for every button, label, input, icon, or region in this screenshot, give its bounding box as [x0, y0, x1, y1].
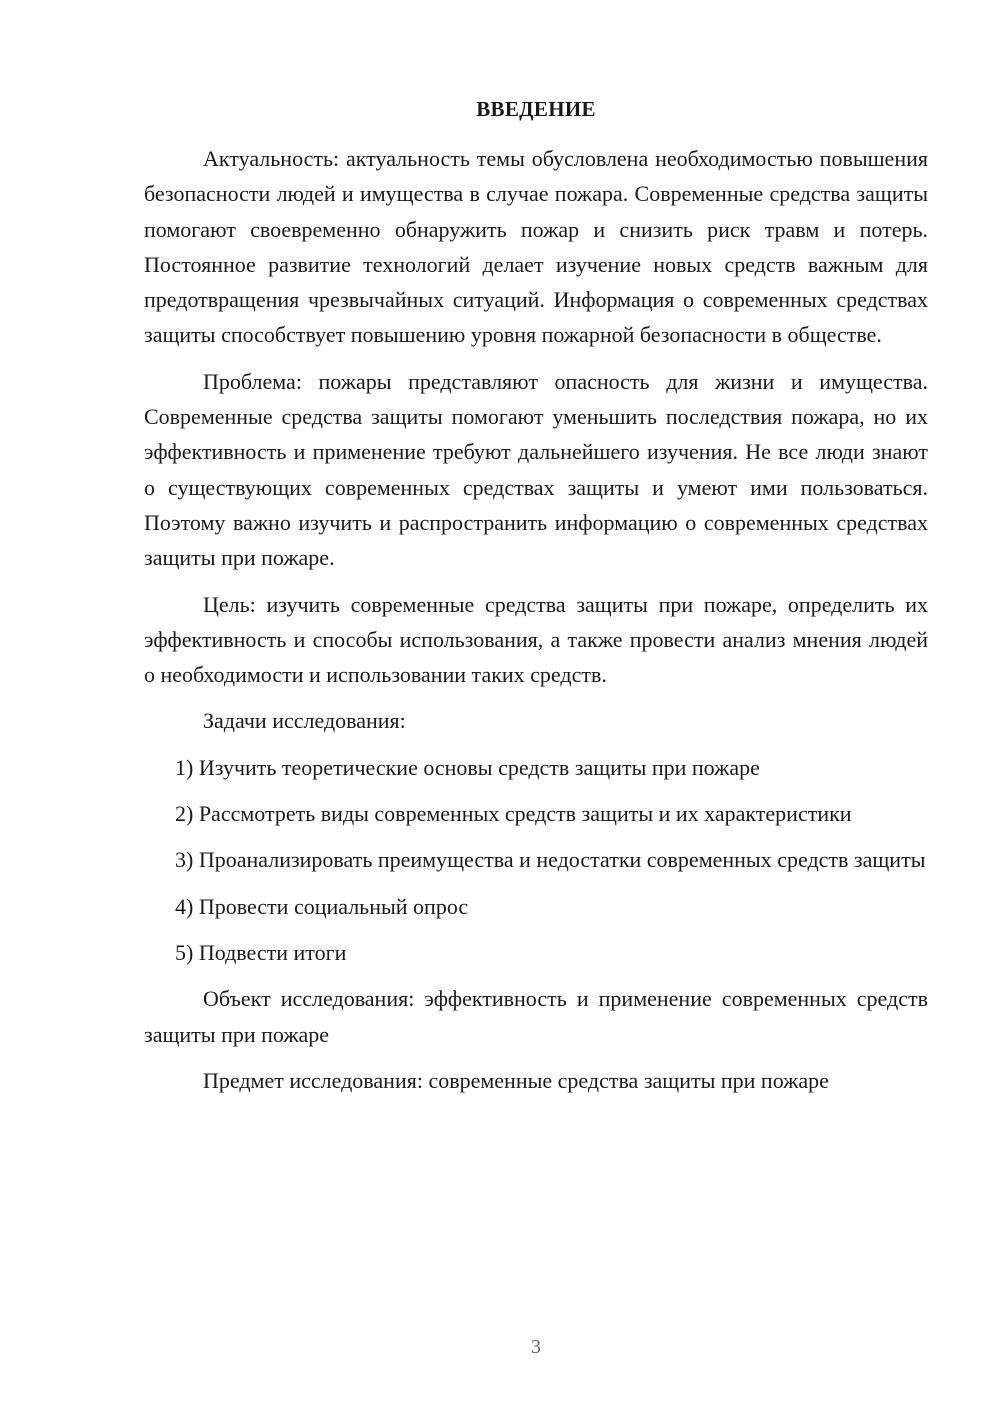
- task-item-2: 2) Рассмотреть виды современных средств защиты и их характеристики: [175, 801, 852, 827]
- page-number: 3: [531, 1336, 541, 1358]
- paragraph-relevance: Актуальность: актуальность темы обусловлена необходимостью повышения безопасности людей и имущества в случае пожара. Современные средства защиты помогают своевременно обнаружить пожар и снизить риск травм и потерь. Постоянное развитие технологий делает изучение новых средств важным для предотвращения чрезвычайных ситуаций. Информация о современных средствах защиты способствует повышению уровня пожарной безопасности в обществе.: [144, 146, 928, 348]
- paragraph-problem: Проблема: пожары представляют опасность для жизни и имущества. Современные средства защиты помогают уменьшить последствия пожара, но их эффективность и применение требуют дальнейшего изучения. Не все люди знают о существующих современных средствах защиты и умеют ими пользоваться. Поэтому важно изучить и распространить информацию о современных средствах защиты при пожаре.: [144, 368, 928, 571]
- task-item-3: 3) Проанализировать преимущества и недостатки современных средств защиты: [175, 847, 926, 873]
- paragraph-goal: Цель: изучить современные средства защиты при пожаре, определить их эффективность и способы использования, а также провести анализ мнения людей о необходимости и использовании таких средств.: [144, 591, 928, 688]
- page-title: ВВЕДЕНИЕ: [476, 97, 596, 121]
- paragraph-tasks-heading: Задачи исследования:: [203, 708, 406, 734]
- task-item-1: 1) Изучить теоретические основы средств защиты при пожаре: [175, 754, 760, 780]
- task-item-5: 5) Подвести итоги: [175, 939, 347, 965]
- document-body: [144, 141, 928, 1109]
- paragraph-research-subject: Предмет исследования: современные средства защиты при пожаре: [203, 1067, 829, 1093]
- paragraph-research-object: Объект исследования: эффективность и применение современных средств защиты при пожаре: [144, 986, 928, 1047]
- task-item-4: 4) Провести социальный опрос: [175, 893, 469, 919]
